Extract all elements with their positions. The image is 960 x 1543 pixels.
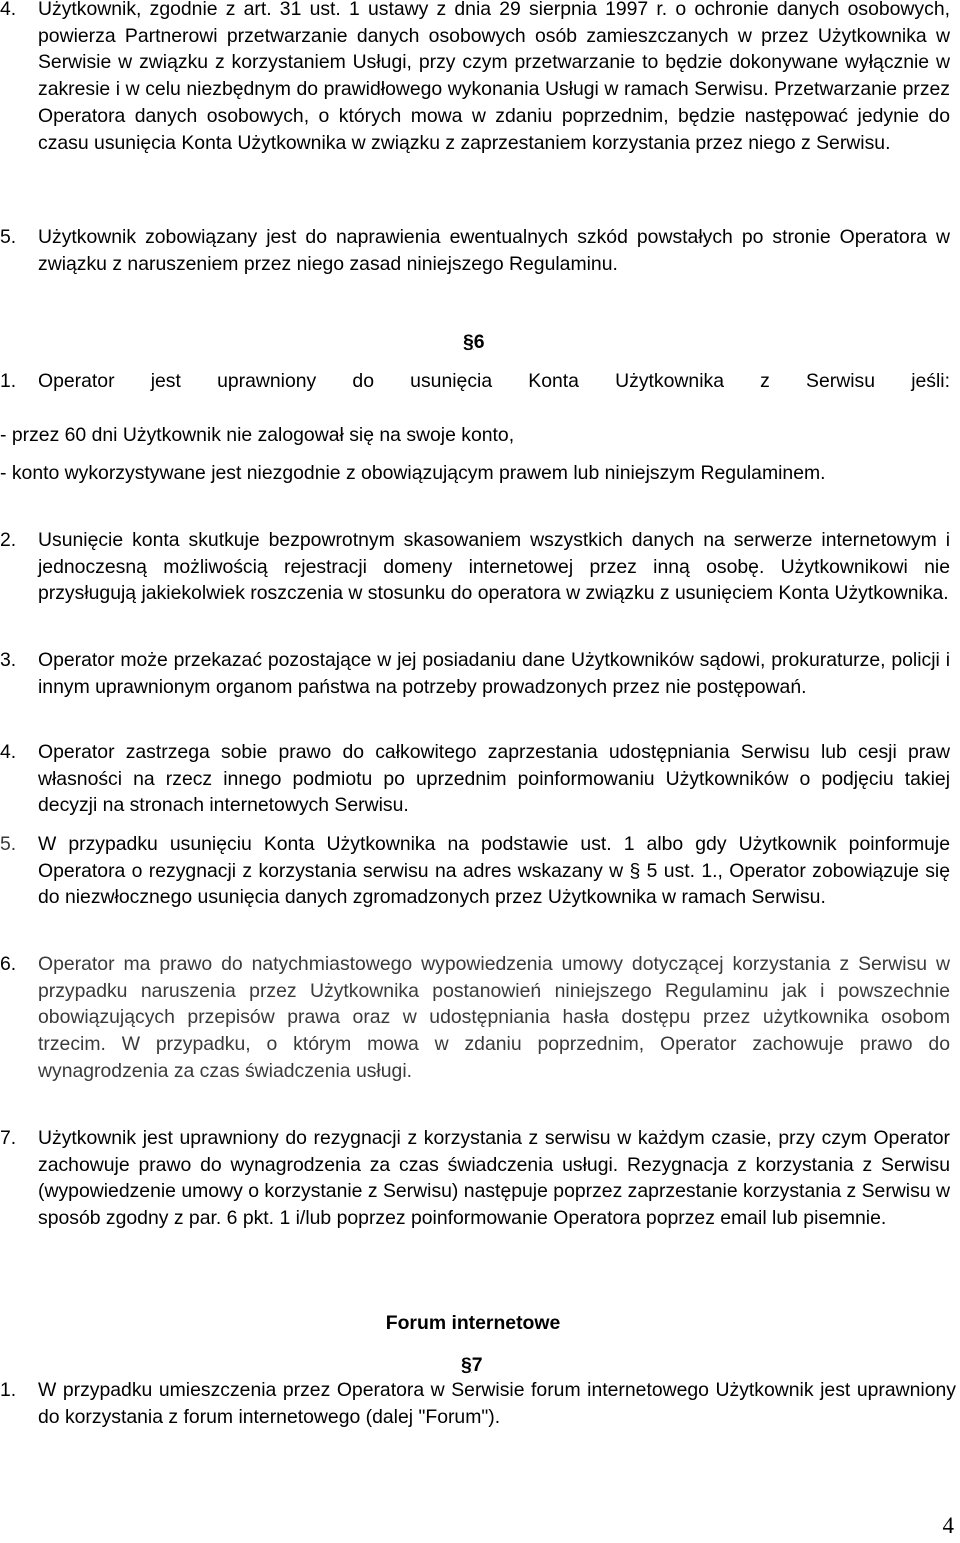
item-text: Użytkownik, zgodnie z art. 31 ust. 1 ustawy z dnia 29 sierpnia 1997 r. o ochronie danych osobowych, powierza Partnerowi przetwarzanie danych osobowych osób zamieszczanych w przez Użytkownika w Serwisie w związku z korzystaniem Usługi, przy czym przetwarzanie to będzie dokonywane wyłącznie w zakresie i w celu niezbędnym do prawidłowego wykonania Usługi w ramach Serwisu. Przetwarzanie przez Operatora danych osobowych, o których mowa w zdaniu poprzednim, będzie następować jedynie do czasu usunięcia Konta Użytkownika w związku z zaprzestaniem korzystania przez niego z Serwisu.: [38, 0, 950, 154]
section-heading-6: [463, 329, 485, 356]
forum-section-title: Forum internetowe: [385, 1312, 561, 1334]
item-number: 3.: [0, 649, 17, 671]
paragraph-1-account-removal: [0, 368, 950, 395]
bullet-text: - przez 60 dni Użytkownik nie zalogował się na swoje konto,: [0, 424, 515, 446]
section-symbol: §: [463, 331, 474, 353]
item-number: 1.: [0, 1379, 17, 1401]
item-number: 2.: [0, 529, 17, 551]
page-number: 4: [942, 1513, 954, 1538]
item-text: Operator zastrzega sobie prawo do całkowitego zaprzestania udostępniania Serwisu lub cesji praw własności na rzecz innego podmiotu po uprzednim poinformowaniu Użytkowników o podjęciu takiej decyzji na stronach internetowych Serwisu.: [38, 741, 950, 817]
item-number: 4.: [0, 741, 17, 763]
item-number: 5.: [0, 226, 17, 248]
item-number: 7.: [0, 1127, 17, 1149]
item-text: Użytkownik zobowiązany jest do naprawienia ewentualnych szkód powstałych po stronie Operatora w związku z naruszeniem przez niego zasad niniejszego Regulaminu.: [38, 226, 950, 275]
section-number: 7: [471, 1354, 483, 1376]
item-text: Operator może przekazać pozostające w jej posiadaniu dane Użytkowników sądowi, prokuraturze, policji i innym uprawnionym organom państwa na potrzeby prowadzonych przez nie postępowań.: [38, 649, 950, 698]
paragraph-4: [0, 739, 950, 819]
paragraph-6: [0, 951, 950, 1085]
section-number: 6: [473, 331, 485, 353]
item-text: Operator jest uprawniony do usunięcia Konta Użytkownika z Serwisu jeśli:: [38, 370, 950, 392]
bullet-inactive-60-days: [0, 422, 950, 449]
paragraph-3: [0, 647, 950, 700]
item-number: 6.: [0, 953, 17, 975]
item-text: Usunięcie konta skutkuje bezpowrotnym skasowaniem wszystkich danych na serwerze internetowym i jednoczesną możliwością rejestracji domeny internetowej przez inną osobę. Użytkownikowi nie przysługują jakiekolwiek roszczenia w stosunku do operatora w związku z usunięciem Konta Użytkownika.: [38, 529, 950, 605]
item-text: W przypadku umieszczenia przez Operatora w Serwisie forum internetowego Użytkownik jest uprawniony do korzystania z forum internetowego (dalej "Forum").: [38, 1379, 956, 1428]
item-number: 1.: [0, 370, 17, 392]
paragraph-forum-1: [0, 1377, 956, 1430]
paragraph-7: [0, 1125, 950, 1232]
item-number: 5.: [0, 833, 17, 855]
section-symbol: §: [461, 1354, 472, 1376]
bullet-unlawful-use: [0, 460, 950, 487]
paragraph-5: [0, 831, 950, 911]
item-number: 4.: [0, 0, 17, 20]
section-heading-7: [461, 1352, 483, 1379]
item-text: Użytkownik jest uprawniony do rezygnacji z korzystania z serwisu w każdym czasie, przy czym Operator zachowuje prawo do wynagrodzenia za czas świadczenia usługi. Rezygnacja z korzystania z Serwisu (wypowiedzenie umowy o korzystanie z Serwisu) następuje poprzez zaprzestanie korzystania z Serwisu w sposób zgodny z par. 6 pkt. 1 i/lub poprzez poinformowanie Operatora poprzez email lub pisemnie.: [38, 1127, 950, 1230]
paragraph-4-data-processing: [0, 0, 950, 156]
item-text: W przypadku usunięciu Konta Użytkownika na podstawie ust. 1 albo gdy Użytkownik poinformuje Operatora o rezygnacji z korzystania serwisu na adres wskazany w § 5 ust. 1., Operator zobowiązuje się do niezwłocznego usunięcia danych zgromadzonych przez Użytkownika w ramach Serwisu.: [38, 833, 950, 909]
paragraph-2: [0, 527, 950, 607]
item-text: Operator ma prawo do natychmiastowego wypowiedzenia umowy dotyczącej korzystania z Serwisu w przypadku naruszenia przez Użytkownika postanowień niniejszego Regulaminu jak i powszechnie obowiązujących przepisów prawa oraz w udostępniania hasła dostępu przez użytkownika osobom trzecim. W przypadku, o którym mowa w zdaniu poprzednim, Operator zachowuje prawo do wynagrodzenia za czas świadczenia usługi.: [38, 953, 950, 1082]
paragraph-5-liability: [0, 224, 950, 277]
bullet-text: - konto wykorzystywane jest niezgodnie z obowiązującym prawem lub niniejszym Regulaminem.: [0, 462, 826, 484]
